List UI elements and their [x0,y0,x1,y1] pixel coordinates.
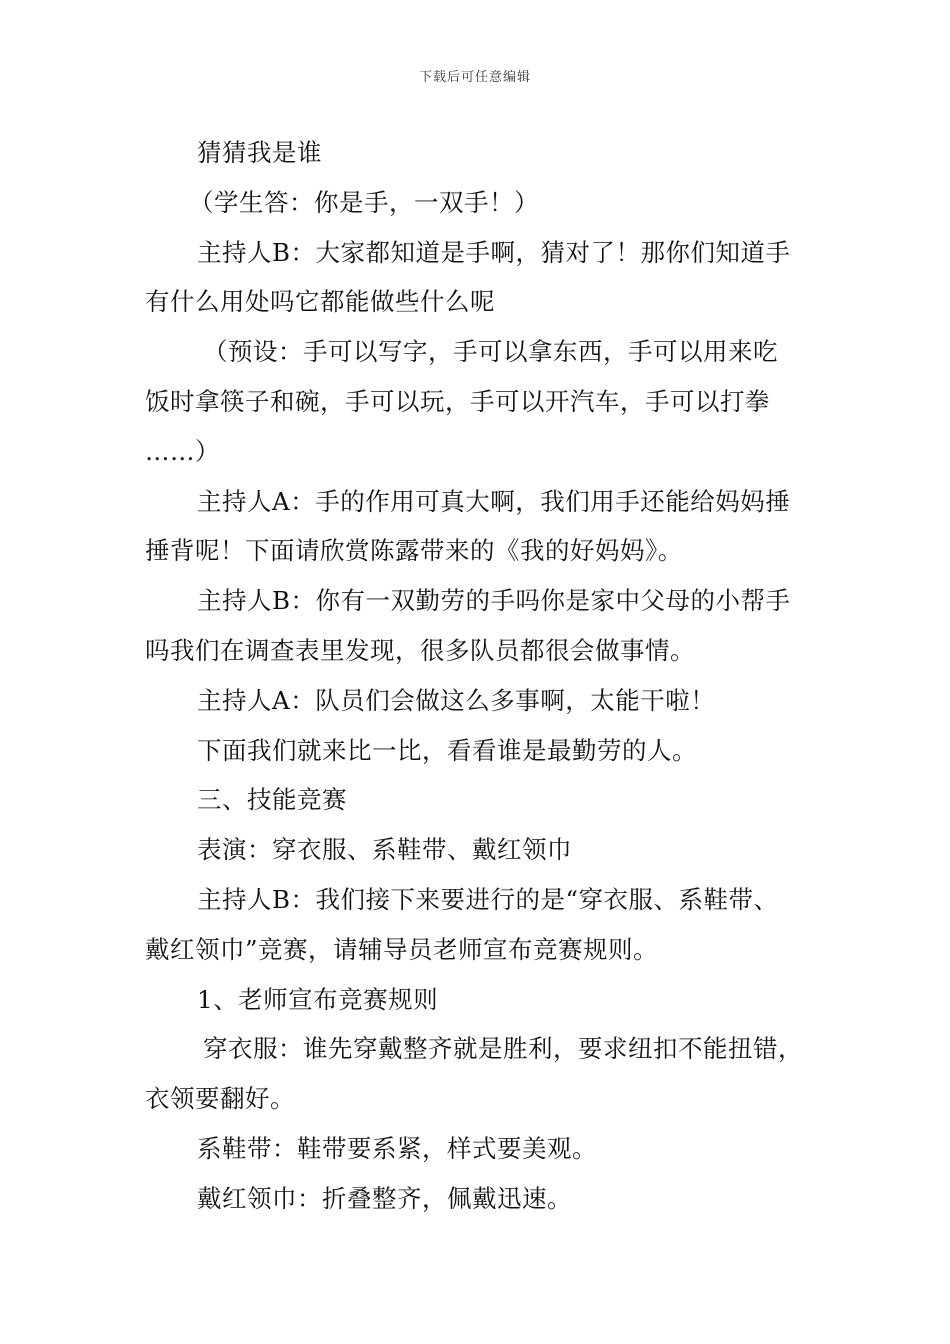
paragraph-line: ……） [145,436,220,466]
paragraph-line: 猜猜我是谁 [197,138,322,167]
paragraph-line: 饭时拿筷子和碗，手可以玩，手可以开汽车，手可以打拳 [145,386,770,416]
paragraph-line: 有什么用处吗它都能做些什么呢 [145,287,495,317]
paragraph-line: （学生答：你是手，一双手！） [189,187,539,217]
document-body [145,128,813,1224]
paragraph-line: 戴红领巾”竞赛，请辅导员老师宣布竞赛规则。 [145,934,659,964]
paragraph-line: 主持人B：我们接下来要进行的是“穿衣服、系鞋带、 [197,884,779,914]
paragraph-line: 主持人A：手的作用可真大啊，我们用手还能给妈妈捶 [197,486,791,516]
paragraph-line: 衣领要翻好。 [145,1084,295,1114]
paragraph-line: 系鞋带：鞋带要系紧，样式要美观。 [197,1133,597,1163]
paragraph-line: 下面我们就来比一比，看看谁是最勤劳的人。 [197,735,697,765]
paragraph-line: （预设：手可以写字，手可以拿东西，手可以用来吃 [203,337,778,367]
page-header: 下载后可任意编辑 [418,70,531,85]
paragraph-line: 主持人A：队员们会做这么多事啊，太能干啦！ [197,685,716,715]
paragraph-line: 戴红领巾：折叠整齐，佩戴迅速。 [197,1183,572,1213]
paragraph-line: 主持人B：你有一双勤劳的手吗你是家中父母的小帮手 [197,586,791,616]
paragraph-line: 捶背呢！下面请欣赏陈露带来的《我的好妈妈》。 [145,536,683,566]
paragraph-line: 表演：穿衣服、系鞋带、戴红领巾 [197,835,572,865]
paragraph-line: 主持人B：大家都知道是手啊，猜对了！那你们知道手 [197,237,791,267]
paragraph-line: 穿衣服：谁先穿戴整齐就是胜利，要求纽扣不能扭错， [203,1034,803,1064]
section-heading: 三、技能竞赛 [197,785,347,815]
sub-heading: 1、老师宣布竞赛规则 [197,984,439,1014]
paragraph-line: 吗我们在调查表里发现，很多队员都很会做事情。 [145,635,695,665]
